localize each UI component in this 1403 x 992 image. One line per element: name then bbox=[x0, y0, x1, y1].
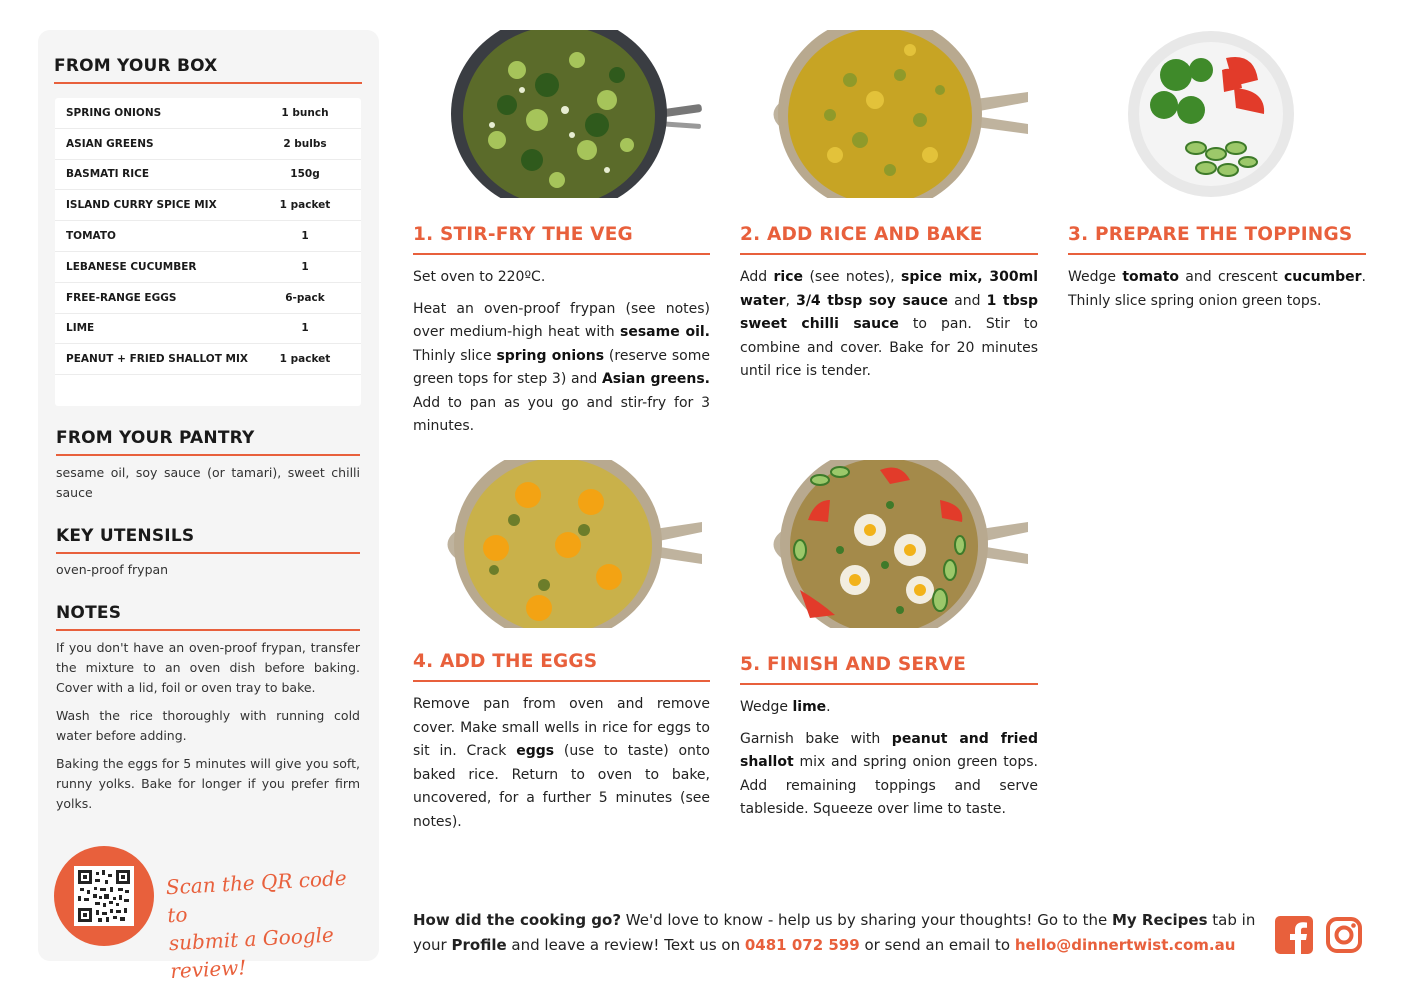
footer-question: How did the cooking go? bbox=[413, 911, 622, 929]
step-2-body: Add rice (see notes), spice mix, 300ml water, 3/4 tbsp soy sauce and 1 tbsp sweet chilli sauce to pan. Stir to combine and cover. Bake for 20 minutes until rice is tender. bbox=[740, 269, 1039, 379]
step-3-rule bbox=[1068, 253, 1366, 255]
notes-heading: NOTES bbox=[56, 603, 122, 623]
step-4-body: Remove pan from oven and remove cover. Make small wells in rice for eggs to sit in. Crack eggs (use to taste) onto baked rice. Return to oven to bake, uncovered, for a further 5 minutes (see notes). bbox=[413, 696, 710, 830]
footer-text: and leave a review! Text us on bbox=[506, 936, 745, 954]
box-heading: FROM YOUR BOX bbox=[54, 56, 218, 76]
phone-link[interactable]: 0481 072 599 bbox=[744, 936, 860, 954]
ingredient-row bbox=[55, 283, 361, 314]
ingredient-row bbox=[55, 98, 361, 129]
step-2-rule bbox=[740, 253, 1038, 255]
step-4-rule bbox=[413, 680, 710, 682]
utensils-heading: KEY UTENSILS bbox=[56, 526, 195, 546]
ingredient-name: ASIAN GREENS bbox=[66, 137, 154, 150]
step-3-photo bbox=[1126, 30, 1296, 198]
pantry-heading-rule bbox=[56, 454, 360, 456]
ingredient-name: LIME bbox=[66, 322, 95, 335]
review-footer bbox=[413, 908, 1263, 958]
step-1-photo bbox=[447, 30, 703, 198]
notes-heading-rule bbox=[56, 629, 360, 631]
ingredients-table bbox=[55, 98, 361, 406]
ingredient-qty: 6-pack bbox=[285, 291, 325, 304]
my-recipes-link[interactable]: My Recipes bbox=[1111, 911, 1208, 929]
step-5-photo bbox=[760, 460, 1030, 628]
ingredient-qty: 1 bbox=[301, 230, 309, 243]
ingredient-qty: 2 bulbs bbox=[283, 137, 327, 150]
note-item: If you don't have an oven-proof frypan, transfer the mixture to an oven dish before baking. Cover with a lid, foil or oven tray to bake. bbox=[56, 640, 360, 695]
ingredient-name: BASMATI RICE bbox=[66, 168, 150, 181]
utensils-text: oven-proof frypan bbox=[56, 562, 169, 577]
utensils-heading-rule bbox=[56, 552, 360, 554]
box-heading-rule bbox=[54, 82, 362, 84]
notes-list bbox=[56, 638, 360, 822]
step-5-body: Wedge lime. Garnish bake with peanut and fried shallot mix and spring onion green tops. Add remaining toppings and serve tableside. Squeeze over lime to taste. bbox=[740, 699, 1038, 817]
ingredient-row bbox=[55, 160, 361, 191]
ingredient-row bbox=[55, 314, 361, 345]
ingredient-row bbox=[55, 221, 361, 252]
ingredient-qty: 1 packet bbox=[279, 199, 331, 212]
footer-text: tab in your bbox=[413, 911, 1256, 954]
ingredient-name: TOMATO bbox=[66, 230, 116, 243]
step-5-rule bbox=[740, 683, 1038, 685]
qr-code-icon bbox=[78, 870, 130, 922]
step-3-title: 3. PREPARE THE TOPPINGS bbox=[1068, 224, 1353, 245]
step-1-rule bbox=[413, 253, 710, 255]
ingredient-qty: 1 bbox=[301, 260, 309, 273]
ingredient-name: FREE-RANGE EGGS bbox=[66, 291, 177, 304]
ingredient-name: SPRING ONIONS bbox=[66, 106, 162, 119]
email-link[interactable]: hello@dinnertwist.com.au bbox=[1014, 936, 1236, 954]
pantry-heading: FROM YOUR PANTRY bbox=[56, 428, 255, 448]
pantry-text: sesame oil, soy sauce (or tamari), sweet chilli sauce bbox=[56, 465, 360, 500]
instagram-icon[interactable] bbox=[1325, 916, 1363, 954]
step-5-title: 5. FINISH AND SERVE bbox=[740, 654, 967, 675]
step-2-title: 2. ADD RICE AND BAKE bbox=[740, 224, 983, 245]
ingredient-row bbox=[55, 129, 361, 160]
ingredient-name: ISLAND CURRY SPICE MIX bbox=[66, 199, 217, 212]
step-1-body: Set oven to 220ºC. Heat an oven-proof frypan (see notes) over medium-high heat with sesame oil. Thinly slice spring onions (reserve some green tops for step 3) and Asian greens. Add to pan as you go and stir-fry for 3 minutes. bbox=[413, 269, 710, 434]
facebook-icon[interactable] bbox=[1275, 916, 1313, 954]
note-item: Baking the eggs for 5 minutes will give you soft, runny yolks. Bake for longer if you prefer firm yolks. bbox=[56, 756, 360, 811]
qr-caption bbox=[165, 863, 371, 985]
profile-link[interactable]: Profile bbox=[451, 936, 507, 954]
ingredients-sidebar bbox=[38, 30, 379, 984]
ingredient-qty: 150g bbox=[290, 168, 320, 181]
qr-badge bbox=[54, 846, 154, 946]
qr-caption-line: Scan the QR code to bbox=[165, 865, 348, 928]
step-2-photo bbox=[760, 30, 1030, 198]
qr-code[interactable] bbox=[74, 866, 134, 926]
ingredient-name: PEANUT + FRIED SHALLOT MIX bbox=[66, 353, 248, 366]
ingredient-qty: 1 bunch bbox=[281, 106, 329, 119]
step-3-body: Wedge tomato and crescent cucumber. Thinly slice spring onion green tops. bbox=[1068, 269, 1366, 309]
footer-text: or send an email to bbox=[859, 936, 1015, 954]
ingredient-row bbox=[55, 344, 361, 375]
ingredient-name: LEBANESE CUCUMBER bbox=[66, 260, 197, 273]
footer-text: We'd love to know - help us by sharing your thoughts! Go to the bbox=[621, 911, 1112, 929]
step-1-title: 1. STIR-FRY THE VEG bbox=[413, 224, 633, 245]
ingredient-qty: 1 bbox=[301, 322, 309, 335]
ingredient-row bbox=[55, 252, 361, 283]
step-4-title: 4. ADD THE EGGS bbox=[413, 651, 598, 672]
qr-caption-line: submit a Google review! bbox=[168, 922, 335, 984]
step-4-photo bbox=[434, 460, 704, 628]
ingredient-row bbox=[55, 190, 361, 221]
note-item: Wash the rice thoroughly with running cold water before adding. bbox=[56, 708, 360, 743]
ingredient-qty: 1 packet bbox=[279, 353, 331, 366]
